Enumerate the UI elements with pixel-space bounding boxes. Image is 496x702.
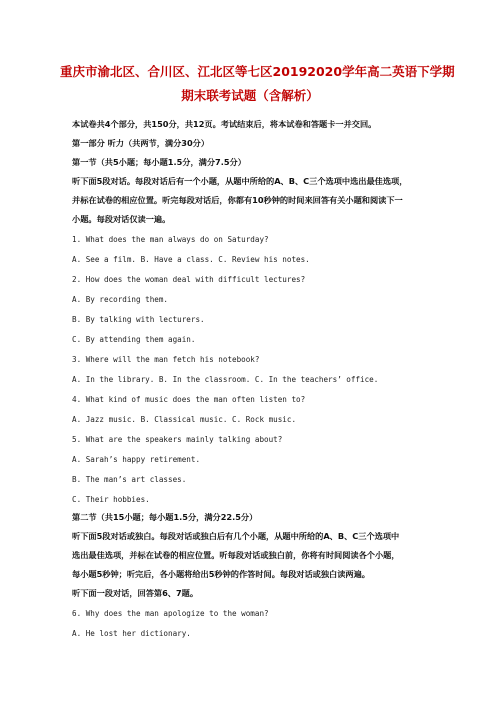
intro-text: 本试卷共4个部分，共150分，共12页。考试结束后，将本试卷和答题卡一并交回。 (72, 119, 377, 129)
doc-title-line1: 重庆市渝北区、合川区、江北区等七区20192020学年高二英语下学期 (60, 64, 455, 79)
question-line: A. Jazz music. B. Classical music. C. Rock music. (72, 415, 297, 424)
question-line: 5. What are the speakers mainly talking about? (72, 435, 283, 444)
section2-instruction-line: 听下面一段对话，回答第6、7题。 (72, 588, 199, 598)
section2-instruction-line: 听下面5段对话或独白。每段对话或独白后有几个小题，从题中所给的A、B、C三个选项中 (72, 531, 400, 541)
question-line: A. Sarah’s happy retirement. (72, 455, 201, 464)
section1-instruction-line: 并标在试卷的相应位置。听完每段对话后，你都有10秒钟的时间来回答有关小题和阅读下一 (72, 195, 403, 205)
question-line: A. He lost her dictionary. (72, 629, 191, 638)
section2-heading: 第二节（共15小题；每小题1.5分，满分22.5分） (72, 512, 258, 522)
question-line: A. In the library. B. In the classroom. C. In the teachers’ office. (72, 375, 379, 384)
question-line: A. See a film. B. Have a class. C. Review his notes. (72, 255, 310, 264)
question-line: 2. How does the woman deal with difficult lectures? (72, 275, 306, 284)
section1-instruction-line: 听下面5段对话。每段对话后有一个小题，从题中所给的A、B、C三个选项中选出最佳选项， (72, 176, 408, 186)
question-line: C. Their hobbies. (72, 495, 150, 504)
question-line: B. By talking with lecturers. (72, 315, 205, 324)
question-line: 3. Where will the man fetch his notebook? (72, 355, 260, 364)
question-line: B. The man’s art classes. (72, 475, 187, 484)
section2-instruction-line: 选出最佳选项，并标在试卷的相应位置。听每段对话或独白前，你将有时间阅读各个小题， (72, 550, 400, 560)
part1-heading: 第一部分 听力（共两节，满分30分） (72, 138, 210, 148)
section2-instruction-line: 每小题5秒钟；听完后，各小题将给出5秒钟的作答时间。每段对话或独白读两遍。 (72, 569, 370, 579)
question-line: 1. What does the man always do on Saturday? (72, 235, 269, 244)
question-line: C. By attending them again. (72, 335, 196, 344)
section1-instruction-line: 小题。每段对话仅读一遍。 (72, 214, 171, 224)
question-line: A. By recording them. (72, 295, 169, 304)
question-line: 6. Why does the man apologize to the woman? (72, 609, 269, 618)
section1-heading: 第一节（共5小题；每小题1.5分，满分7.5分） (72, 157, 246, 167)
doc-title-line2: 期末联考试题（含解析） (181, 88, 319, 103)
question-line: 4. What kind of music does the man often listen to? (72, 395, 306, 404)
